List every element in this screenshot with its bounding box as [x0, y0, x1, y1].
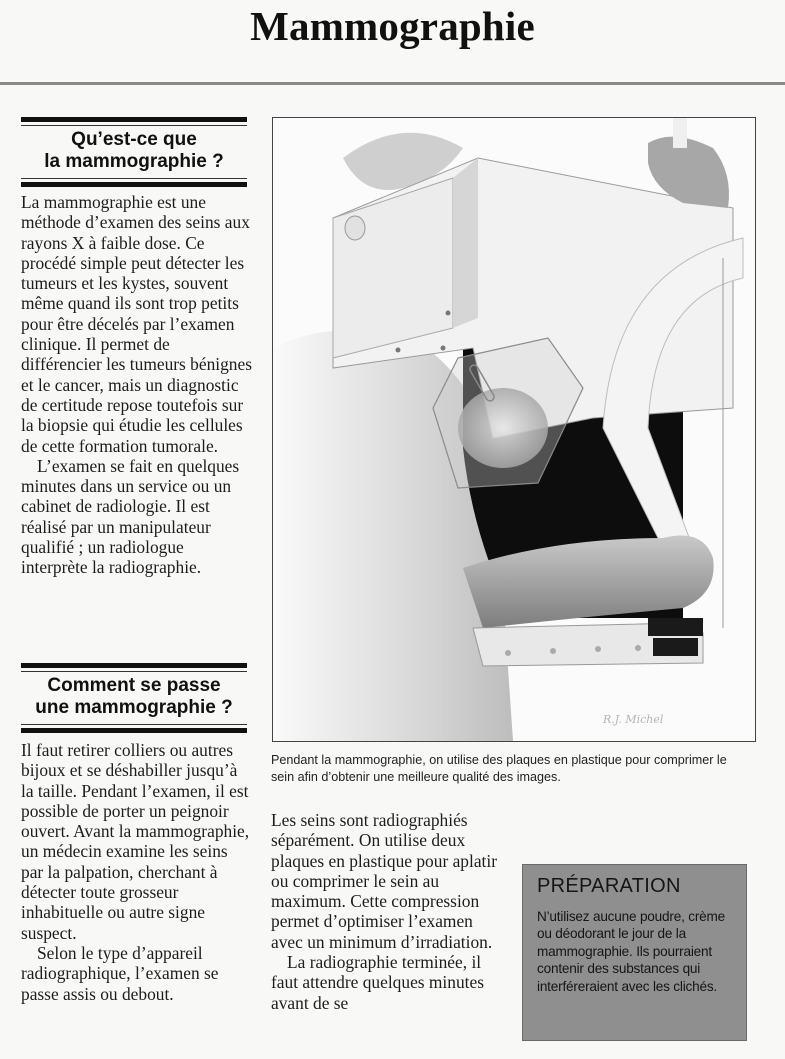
section-title: Comment se passe une mammographie ? — [35, 675, 233, 718]
preparation-text: N’utilisez aucune poudre, crème ou déodorant le jour de la mammographie. Ils pourraient contenir des substances qui interféreraient avec les clichés. — [537, 909, 725, 994]
preparation-box — [522, 864, 747, 1041]
page-title: Mammographie — [250, 3, 535, 49]
section-heading-how — [21, 663, 247, 733]
section-heading-what-is — [21, 117, 247, 187]
paragraph: Les seins sont radiographiés séparément. On utilise deux plaques en plastique pour aplatir ou comprimer le sein au maximum. Cette compression permet d’optimiser l’examen avec un minimum d’irradiation. — [271, 810, 498, 952]
illustration-caption: Pendant la mammographie, on utilise des plaques en plastique pour comprimer le sein afin d’obtenir une meilleure qualité des images. — [271, 753, 727, 784]
section-body-how — [21, 740, 253, 1004]
title-divider — [0, 82, 785, 85]
heading-rule-thin — [21, 178, 247, 179]
heading-rule-thick — [21, 728, 247, 733]
heading-rule-thin — [21, 724, 247, 725]
mammography-drawing-icon — [273, 118, 755, 741]
heading-rule-thick — [21, 663, 247, 668]
heading-rule-thick — [21, 182, 247, 187]
heading-rule-thick — [21, 117, 247, 122]
preparation-title: PRÉPARATION — [537, 875, 681, 897]
middle-column-body — [271, 810, 503, 1013]
paragraph: Il faut retirer colliers ou autres bijoux et se déshabiller jusqu’à la taille. Pendant l’examen, il est possible de porter un peignoir ouvert. Avant la mammographie, un médecin examine les seins par la palpation, cherchant à détecter toute grosseur inhabituelle ou autre signe suspect. — [21, 740, 250, 943]
paragraph: La radiographie terminée, il faut attendre quelques minutes avant de se — [271, 952, 484, 1013]
artist-signature: R.J. Michel — [603, 713, 664, 726]
paragraph: La mammographie est une méthode d’examen des seins aux rayons X à faible dose. Ce procédé simple peut détecter les tumeurs et les kystes, souvent même quand ils sont trop petits pour être décelés par l’examen clinique. Il permet de différencier les tumeurs bénignes et le cancer, mais un diagnostic de certitude repose toutefois sur la biopsie qui étudie les cellules de cette formation tumorale. — [21, 192, 252, 456]
section-title: Qu’est-ce que la mammographie ? — [44, 129, 224, 172]
paragraph: L’examen se fait en quelques minutes dans un service ou un cabinet de radiologie. Il est réalisé par un manipulateur qualifié ; un radiologue interprète la radiographie. — [21, 455, 240, 578]
section-body-what-is — [21, 192, 253, 578]
mammography-illustration — [272, 117, 756, 742]
paragraph: Selon le type d’appareil radiographique, l’examen se passe assis ou debout. — [21, 942, 219, 1004]
